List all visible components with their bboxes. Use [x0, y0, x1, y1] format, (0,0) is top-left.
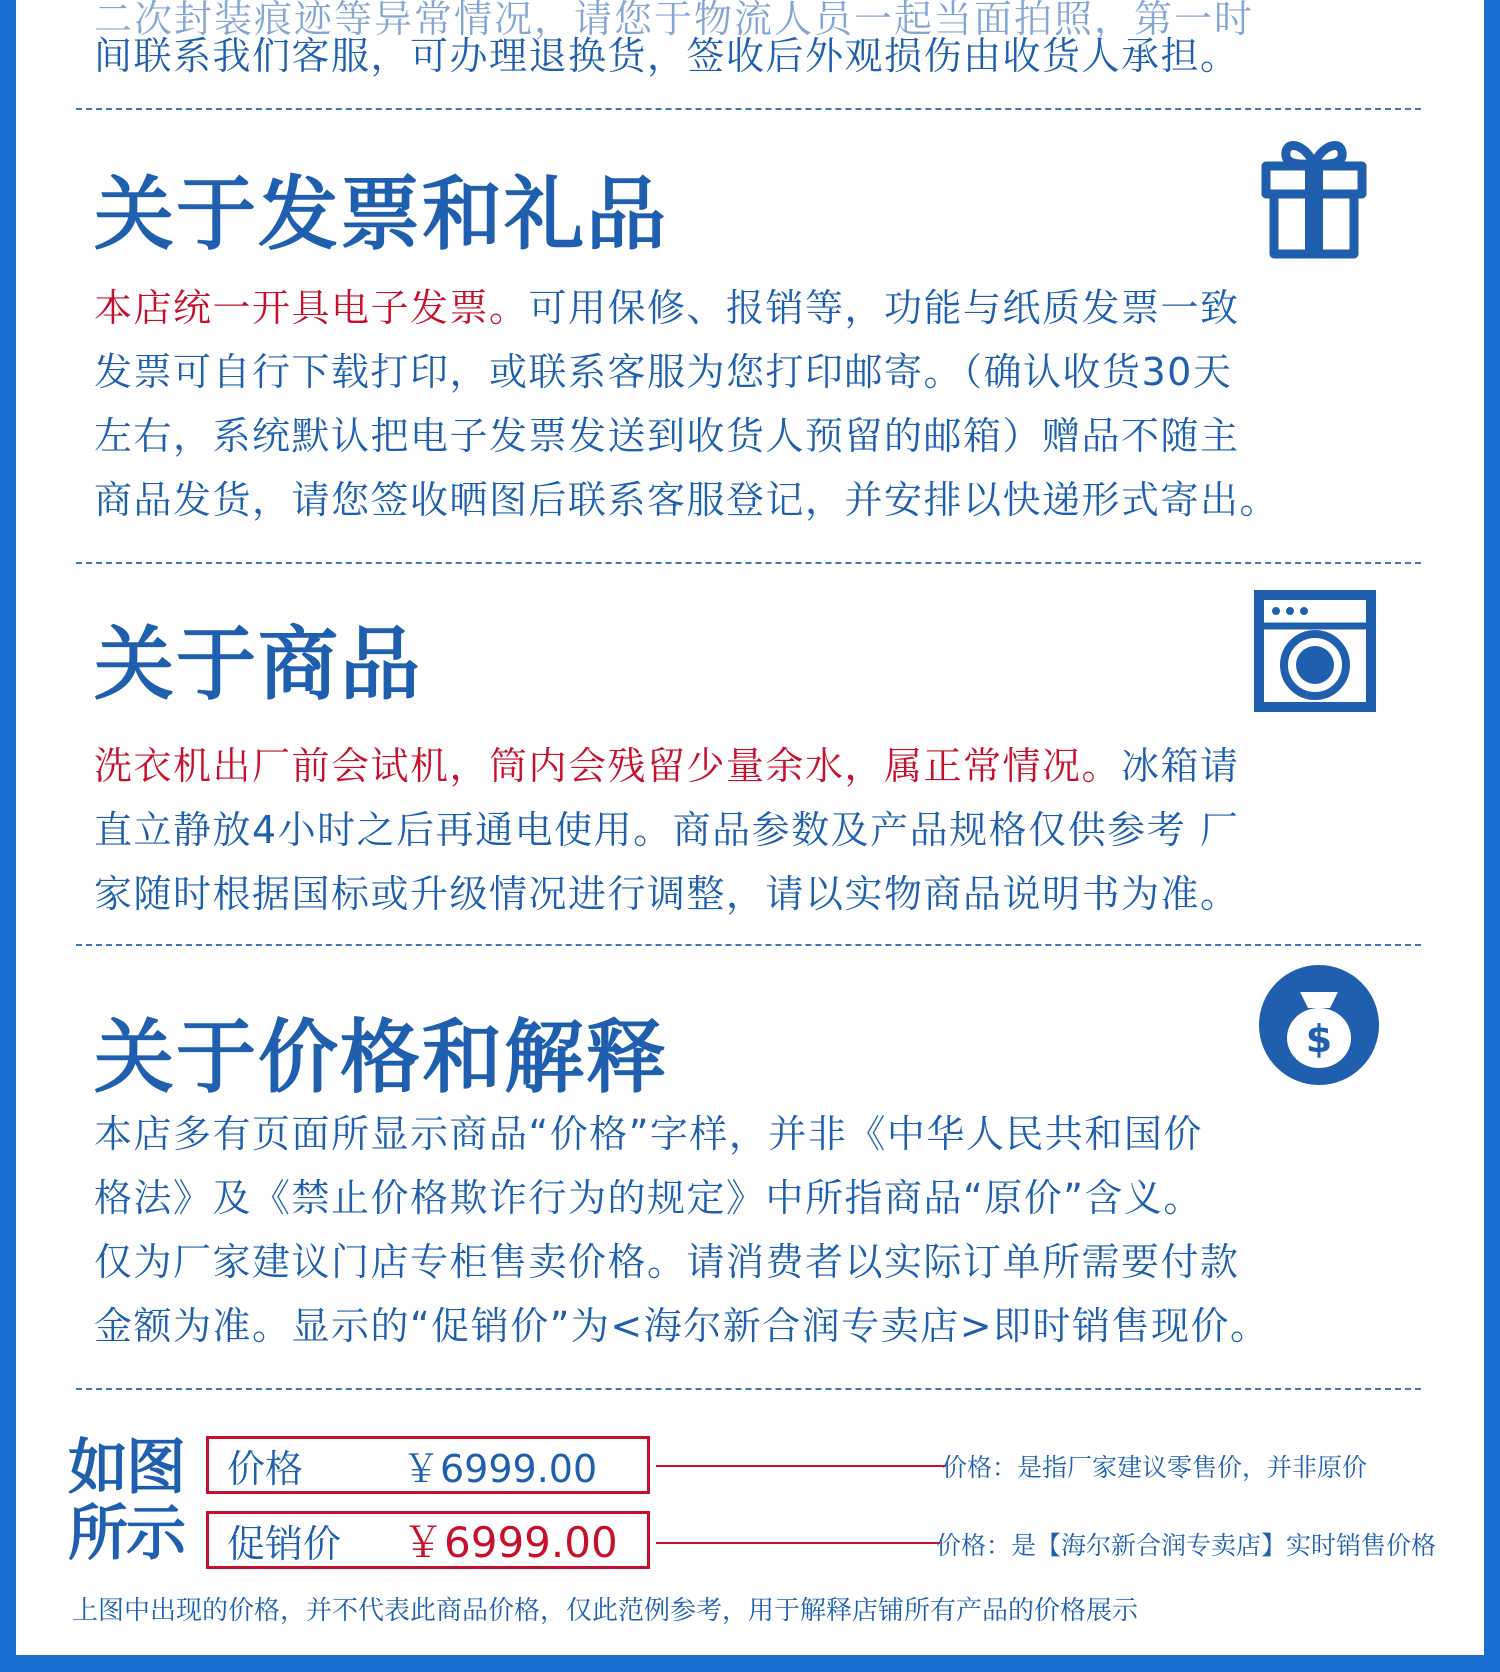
product-highlight: 洗衣机出厂前会试机，筒内会残留少量余水，属正常情况。 — [94, 744, 1122, 788]
dollar-sign: $ — [1305, 1017, 1333, 1061]
dashed-divider — [76, 1388, 1421, 1390]
invoice-text-line-2: 发票可自行下载打印，或联系客服为您打印邮寄。（确认收货30天 — [94, 350, 1233, 394]
price-note: 价格：是指厂家建议零售价，并非原价 — [942, 1453, 1368, 1482]
example-promo-value: ￥6999.00 — [402, 1518, 618, 1567]
example-label-line-1: 如图 — [68, 1433, 184, 1503]
product-section-title: 关于商品 — [94, 618, 422, 711]
price-text-line-2: 格法》及《禁止价格欺诈行为的规定》中所指商品“原价”含义。 — [94, 1176, 1203, 1220]
price-text — [94, 1102, 1404, 1358]
invoice-highlight: 本店统一开具电子发票。 — [94, 286, 529, 330]
price-connector-line — [656, 1465, 946, 1467]
dashed-divider — [76, 944, 1421, 946]
invoice-line-1-rest: 可用保修、报销等，功能与纸质发票一致 — [528, 286, 1240, 330]
price-text-line-1: 本店多有页面所显示商品“价格”字样，并非《中华人民共和国价 — [94, 1112, 1203, 1156]
product-text-line-2: 直立静放4小时之后再通电使用。商品参数及产品规格仅供参考 厂 — [94, 808, 1240, 852]
washing-machine-icon — [1254, 590, 1376, 712]
example-price-box — [206, 1436, 650, 1494]
policy-panel — [16, 0, 1484, 1655]
example-disclaimer: 上图中出现的价格，并不代表此商品价格，仅此范例参考，用于解释店铺所有产品的价格展示 — [72, 1596, 1139, 1626]
price-section-title: 关于价格和解释 — [94, 1011, 668, 1104]
invoice-text-line-3: 左右，系统默认把电子发票发送到收货人预留的邮箱）赠品不随主 — [94, 414, 1240, 458]
invoice-text-line-4: 商品发货，请您签收晒图后联系客服登记，并安排以快递形式寄出。 — [94, 478, 1280, 522]
example-label — [68, 1435, 218, 1567]
promo-connector-line — [656, 1542, 940, 1544]
money-bag-icon — [1256, 962, 1382, 1088]
example-label-line-2: 所示 — [68, 1499, 184, 1569]
example-price-label: 价格 — [227, 1446, 304, 1491]
price-text-line-4: 金额为准。显示的“促销价”为<海尔新合润专卖店>即时销售现价。 — [94, 1304, 1270, 1348]
price-text-line-3: 仅为厂家建议门店专柜售卖价格。请消费者以实际订单所需要付款 — [94, 1240, 1240, 1284]
example-price-value: ￥6999.00 — [402, 1446, 598, 1491]
gift-icon — [1258, 132, 1370, 260]
promo-note: 价格：是【海尔新合润专卖店】实时销售价格 — [936, 1531, 1437, 1560]
example-promo-label: 促销价 — [227, 1521, 342, 1566]
product-text — [94, 734, 1404, 926]
shipping-text — [94, 24, 1404, 88]
example-promo-box — [206, 1511, 650, 1569]
product-text-line-3: 家随时根据国标或升级情况进行调整，请以实物商品说明书为准。 — [94, 872, 1240, 916]
shipping-text-line: 间联系我们客服，可办理退换货，签收后外观损伤由收货人承担。 — [94, 34, 1240, 78]
cut-off-text-line: 二次封装痕迹等异常情况，请您于物流人员一起当面拍照，第一时 — [94, 0, 1255, 41]
invoice-section-title: 关于发票和礼品 — [94, 168, 668, 261]
product-line-1-rest: 冰箱请 — [1121, 744, 1240, 788]
dashed-divider — [76, 562, 1421, 564]
invoice-text — [94, 276, 1404, 532]
dashed-divider — [76, 108, 1421, 110]
product-text-line-1 — [94, 734, 1404, 798]
invoice-text-line-1 — [94, 276, 1404, 340]
